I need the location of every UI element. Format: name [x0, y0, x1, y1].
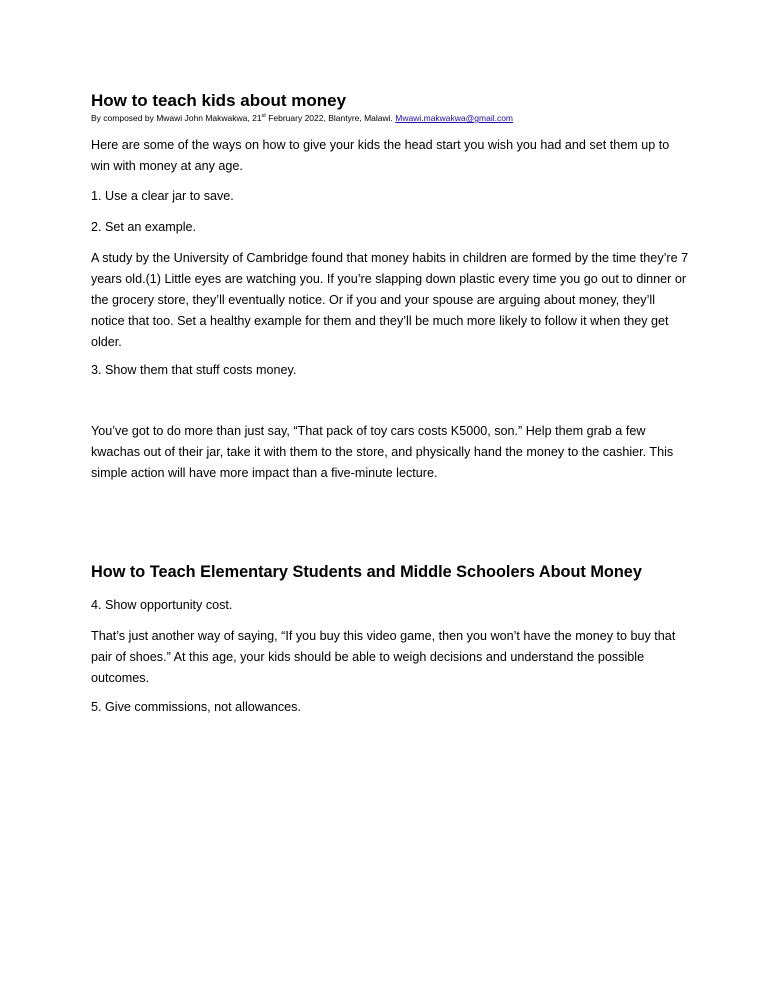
point-5: 5. Give commissions, not allowances.: [91, 700, 301, 714]
study-paragraph: A study by the University of Cambridge found that money habits in children are formed by the time they’re 7 years old.(1) Little eyes are watching you. If you’re slapping down plastic every time you go out to dinner or the grocery store, they’ll eventually notice. Or if you and your spouse are arguing about money, they’ll notice that too. Set a healthy example for them and they’ll be much more likely to follow it when they get older.: [91, 251, 689, 349]
author-email-link[interactable]: Mwawi.makwakwa@gmail.com: [395, 113, 514, 123]
byline: [91, 112, 513, 124]
byline-superscript: st: [261, 113, 266, 120]
costs-paragraph: You’ve got to do more than just say, “That pack of toy cars costs K5000, son.” Help them grab a few kwachas out of their jar, take it with them to the store, and physically hand the money to the cashier. This simple action will have more impact than a five-minute lecture.: [91, 424, 674, 480]
document-title: How to teach kids about money: [91, 91, 347, 110]
point-1: 1. Use a clear jar to save.: [91, 189, 234, 203]
byline-prefix: By composed by Mwawi John Makwakwa, 21: [91, 113, 262, 123]
byline-suffix: February 2022, Blantyre, Malawi.: [265, 113, 396, 123]
point-2: 2. Set an example.: [91, 220, 197, 234]
point-3: 3. Show them that stuff costs money.: [91, 363, 297, 377]
point-4: 4. Show opportunity cost.: [91, 598, 233, 612]
section-heading: How to Teach Elementary Students and Middle Schoolers About Money: [91, 563, 642, 581]
intro-paragraph: Here are some of the ways on how to give your kids the head start you wish you had and set them up to win with money at any age.: [91, 138, 670, 173]
opportunity-paragraph: That’s just another way of saying, “If you buy this video game, then you won’t have the money to buy that pair of shoes.” At this age, your kids should be able to weigh decisions and understand the possible outcomes.: [91, 629, 676, 685]
